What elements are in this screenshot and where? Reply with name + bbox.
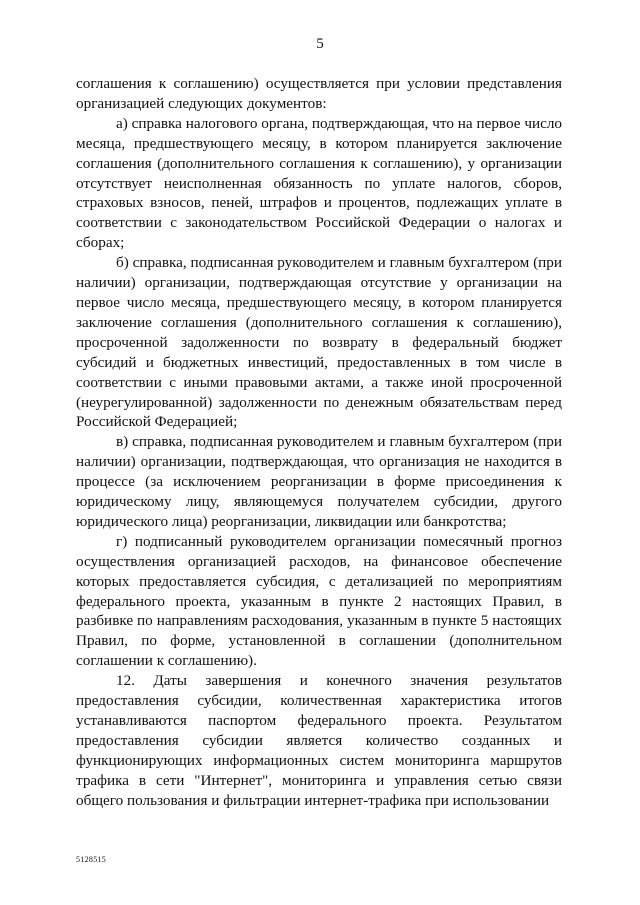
paragraph-item-a: а) справка налогового органа, подтверждающая, что на первое число месяца, предшествующего месяцу, в котором планируется заключение соглашения (дополнительного соглашения к соглашению), у организации отсутствует неисполненная обязанность по уплате налогов, сборов, страховых взносов, пеней, штрафов и процентов, подлежащих уплате в соответствии с законодательством Российской Федерации о налогах и сборах; (76, 114, 562, 252)
paragraph-item-b: б) справка, подписанная руководителем и главным бухгалтером (при наличии) организации, подтверждающая отсутствие у организации на первое число месяца, предшествующего месяцу, в котором планируется заключение соглашения (дополнительного соглашения к соглашению), просроченной задолженности по возврату в федеральный бюджет субсидий и бюджетных инвестиций, предоставленных в том числе в соответствии с иными правовыми актами, а также иной просроченной (неурегулированной) задолженности по денежным обязательствам перед Российской Федерацией; (76, 254, 562, 431)
paragraph-item-v: в) справка, подписанная руководителем и главным бухгалтером (при наличии) организации, подтверждающая, что организация не находится в процессе (за исключением реорганизации в форме присоединения к юридическому лицу, являющемуся получателем субсидии, другого юридического лица) реорганизации, ликвидации или банкротства; (76, 433, 562, 530)
document-body (76, 74, 562, 811)
paragraph-continuation: соглашения к соглашению) осуществляется при условии представления организацией следующих документов: (76, 75, 562, 112)
paragraph-item-g: г) подписанный руководителем организации помесячный прогноз осуществления организацией расходов, на финансовое обеспечение которых предоставляется субсидия, с детализацией по мероприятиям федерального проекта, указанным в пункте 2 настоящих Правил, в разбивке по направлениям расходования, указанным в пункте 5 настоящих Правил, по форме, установленной в соглашении (дополнительном соглашении к соглашению). (76, 532, 562, 670)
document-code: 5128515 (76, 855, 107, 864)
page-number: 5 (316, 36, 324, 52)
paragraph-clause-12: 12. Даты завершения и конечного значения результатов предоставления субсидии, количественная характеристика итогов устанавливаются паспортом федерального проекта. Результатом предоставления субсидии является количество созданных и функционирующих информационных систем мониторинга маршрутов трафика в сети "Интернет", мониторинга и управления сетью связи общего пользования и фильтрации интернет-трафика при использовании (76, 672, 562, 809)
